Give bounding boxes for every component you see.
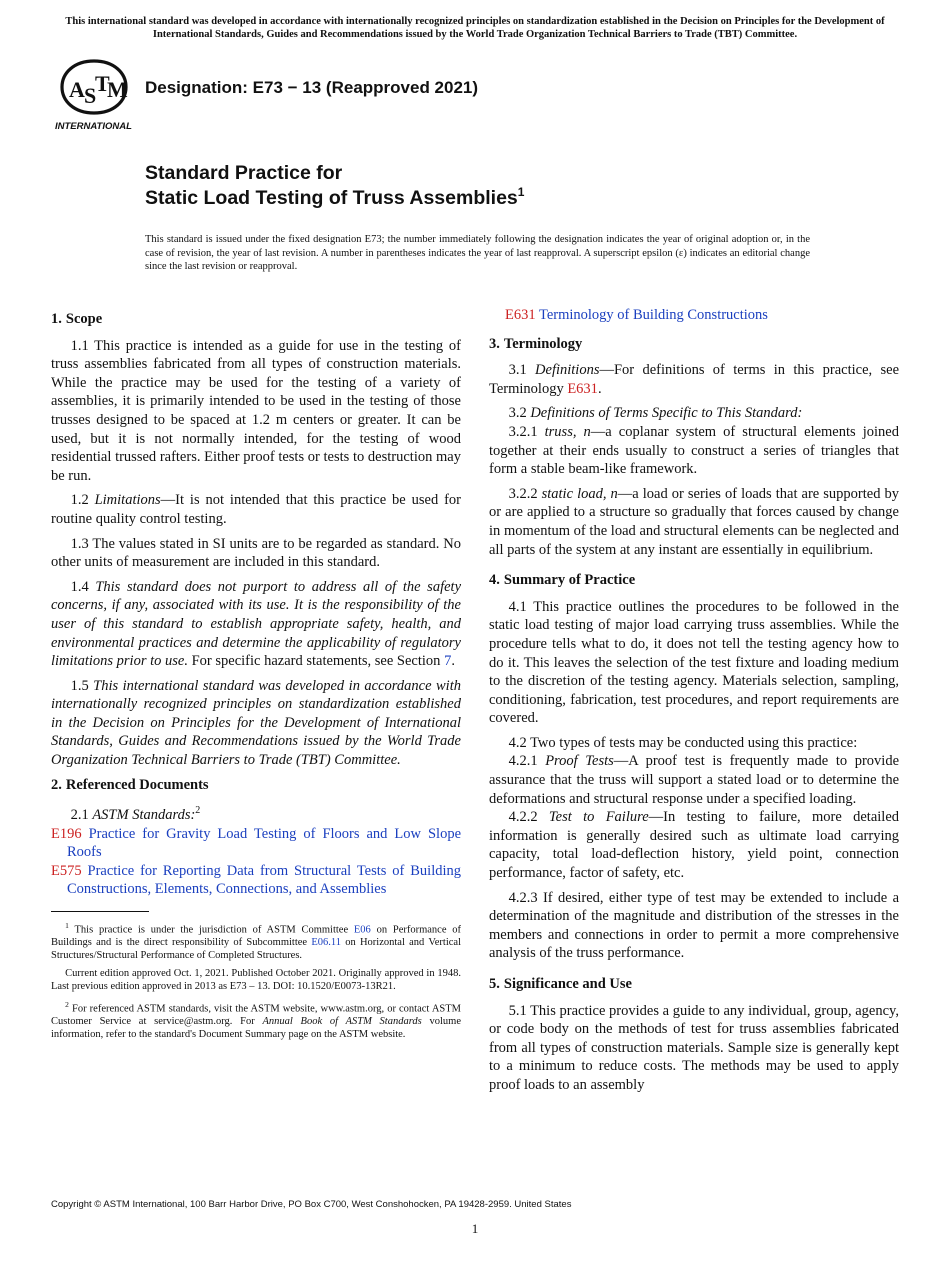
paragraph-1-5: 1.5 This international standard was developed in accordance with internationally recognized principles on standardization established in the Decision on Principles for the Development of International Standards, Guides and Recommendations issued by the World Trade Organization Technical Barriers to Trade (TBT) Committee. <box>51 677 461 769</box>
section-7-link[interactable]: 7 <box>444 653 452 670</box>
footnote-1: $^1$ This practice is under the jurisdiction of ASTM Committee E06 on Performance of Buildings and is the direct responsibility of Subcommittee E06.11 on Horizontal and Vertical Structures/Structural Performance of Completed Structures. <box>51 921 462 961</box>
footnote-2-mark[interactable]: 2 <box>195 805 201 817</box>
paragraph-1-3: 1.3 The values stated in SI units are to be regarded as standard. No other units of measurement are included in this standard. <box>51 535 461 571</box>
paragraph-2-1: 2.1 ASTM Standards:$^2$ <box>70 805 201 824</box>
copyright-line: Copyright © ASTM International, 100 Barr Harbor Drive, PO Box C700, West Conshohocken, PA 19428-2959. United States <box>51 1199 572 1210</box>
paragraph-3-1: 3.1 Definitions—For definitions of terms in this practice, see Terminology E631. <box>489 362 899 397</box>
svg-text:S: S <box>84 83 97 108</box>
paragraph-4-2-2: 4.2.2 Test to Failure—In testing to failure, more detailed information is generally desired such as ultimate load carrying capacity, total load-deflection history, yield point, connection performance, factor of safety, etc. <box>489 809 900 882</box>
right-column <box>489 306 899 1101</box>
committee-e06-link[interactable]: E06 <box>353 924 371 936</box>
title-line-2: Static Load Testing of Truss Assemblies$^1$ <box>145 185 525 209</box>
paragraph-1-4: 1.4 This standard does not purport to address all of the safety concerns, if any, associated with its use. It is the responsibility of the user of this standard to establish appropriate safety, health, and environmental practices and determine the applicability of regulatory limitations prior to use. For specific hazard statements, see Section 7. <box>51 578 462 670</box>
reference-e631[interactable]: E631 Terminology of Building Constructions <box>505 307 768 323</box>
svg-text:M: M <box>107 77 128 102</box>
footnote-1-edition: Current edition approved Oct. 1, 2021. Published October 2021. Originally approved in 1948. Last previous edition approved in 2013 as E73 – 13. DOI: 10.1520/E0073-13R21. <box>51 968 461 992</box>
paragraph-4-1: 4.1 This practice outlines the procedures to be followed in the static load testing of major load carrying truss assemblies. While the procedure tells what to do, it does not tell the testing agency how to do it. This leaves the selection of the test fixture and loading medium to the discretion of the testing agency. Materials selection, sampling, conditioning, fabrication, test procedures, and report requirements are covered. <box>489 598 899 727</box>
svg-text:T: T <box>95 71 110 96</box>
paragraph-3-2-2: 3.2.2 static load, n—a load or series of loads that are supported by or are applied to a structure so gradually that forces caused by change in momentum of the load and structural elements can be neglected and all parts of the system at any instant are essentially in equilibrium. <box>489 485 899 558</box>
footnote-divider <box>51 911 149 912</box>
terminology-e631-link[interactable]: E631 <box>567 380 598 397</box>
title-footnote-mark[interactable]: 1 <box>517 185 525 199</box>
reference-e196[interactable]: E196 Practice for Gravity Load Testing of Floors and Low Slope Roofs <box>51 825 462 861</box>
paragraph-1-2: 1.2 Limitations—It is not intended that this practice be used for routine quality control testing. <box>51 492 462 527</box>
top-notice: This international standard was developed in accordance with internationally recognized principles on standardization established in the Decision on Principles for the Development of International Standards, Guides and Recommendations issued by the World Trade Organization Technical Barriers to Trade (TBT) Committee. <box>65 16 885 40</box>
logo-subtitle: INTERNATIONAL <box>55 121 132 132</box>
paragraph-4-2: 4.2 Two types of tests may be conducted using this practice: <box>508 734 858 751</box>
paragraph-4-2-3: 4.2.3 If desired, either type of test may be extended to include a determination of the magnitude and distribution of the stresses in the members and connections in order to permit a more comprehensive analysis of the truss performance. <box>489 889 899 962</box>
reference-e575[interactable]: E575 Practice for Reporting Data from Structural Tests of Building Constructions, Elements, Connections, and Assemblies <box>51 862 462 898</box>
paragraph-3-2-1: 3.2.1 truss, n—a coplanar system of structural elements joined together at their ends usually to construct a series of triangles that form a stable beam-like framework. <box>489 423 899 478</box>
designation: Designation: E73 − 13 (Reapproved 2021) <box>145 78 479 97</box>
section-heading-significance: 5. Significance and Use <box>489 976 632 992</box>
paragraph-1-1: 1.1 This practice is intended as a guide for use in the testing of truss assemblies fabricated from all types of construction materials. While the practice may be used for the testing of a variety of assemblies, it is primarily intended to be used in the testing of those trusses designed to be spaced at 1.2 m centers or greater. It can be used, but it is not normally intended, for the testing of wood residential trussed rafters. Either proof tests or tests to destruction may be run. <box>51 337 461 484</box>
astm-logo <box>52 57 136 133</box>
paragraph-5-1: 5.1 This practice provides a guide to any individual, group, agency, or code body on the methods of test for truss assemblies fabricated from all types of construction materials. Sample size is generally kept to a minimum to reduce costs. The methods may be used to apply proof loads to an assembly <box>489 1002 899 1093</box>
paragraph-4-2-1: 4.2.1 Proof Tests—A proof test is frequently made to provide assurance that the truss will support a stated load or to determine the deformations and structural response under a specified loading. <box>489 753 900 807</box>
left-column <box>51 306 461 1047</box>
paragraph-3-2: 3.2 Definitions of Terms Specific to This Standard: <box>508 405 803 422</box>
section-heading-terminology: 3. Terminology <box>489 335 583 352</box>
section-heading-summary: 4. Summary of Practice <box>489 572 636 589</box>
section-heading-referenced-documents: 2. Referenced Documents <box>51 776 209 793</box>
title-line-1: Standard Practice for <box>145 162 343 184</box>
svg-text:A: A <box>69 77 85 102</box>
section-heading-scope: 1. Scope <box>51 311 103 327</box>
page-number: 1 <box>471 1221 479 1236</box>
footnote-2: $^2$ For referenced ASTM standards, visit the ASTM website, www.astm.org, or contact ASTM Customer Service at service@astm.org. For Annual Book of ASTM Standards volume information, refer to the standard's Document Summary page on the ASTM website. <box>51 1000 461 1040</box>
document-title <box>145 161 524 211</box>
issue-note: This standard is issued under the fixed designation E73; the number immediately following the designation indicates the year of original adoption or, in the case of revision, the year of last revision. A number in parentheses indicates the year of last reapproval. A superscript epsilon (ε) indicates an editorial change since the last revision or reapproval. <box>145 234 810 272</box>
subcommittee-e06-11-link[interactable]: E06.11 <box>311 937 341 949</box>
